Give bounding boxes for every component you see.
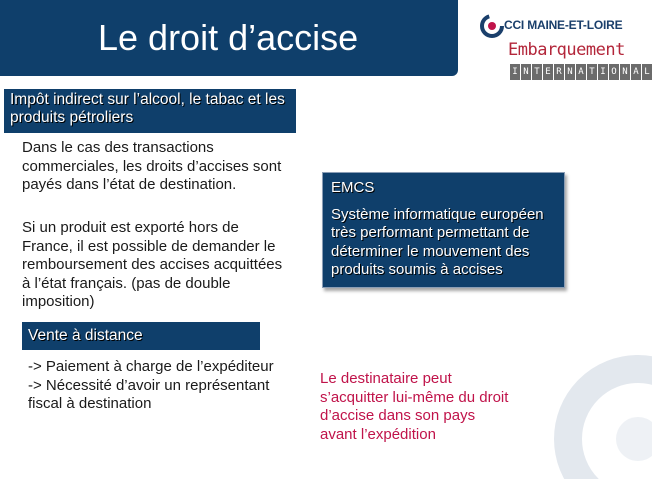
- vente-tag: Vente à distance: [22, 322, 260, 350]
- vente-details: [28, 358, 298, 414]
- decorative-circle-graphic: [528, 329, 638, 479]
- paragraph-transactions: Dans le cas des transactions commerciales, les droits d’accises sont payés dans l’état de destination.: [22, 139, 282, 193]
- international-letter: N: [565, 64, 575, 80]
- paragraph-export: Si un produit est exporté hors de France, il est possible de demander le remboursement des accises acquittées à l’état français. (pas de double imposition): [22, 219, 283, 310]
- emcs-description: Système informatique européen très performant permettant de déterminer le mouvement des produits soumis à accises: [331, 205, 544, 278]
- international-letter: T: [532, 64, 542, 80]
- international-letter: E: [543, 64, 553, 80]
- slide-title: Le droit d’accise: [98, 17, 359, 58]
- international-letter: I: [510, 64, 520, 80]
- international-letter: A: [576, 64, 586, 80]
- emcs-box: [322, 172, 565, 288]
- international-letter: R: [554, 64, 564, 80]
- international-letter: A: [631, 64, 641, 80]
- international-letter: T: [587, 64, 597, 80]
- international-strip: [510, 64, 652, 80]
- international-letter: N: [620, 64, 630, 80]
- cci-logo-row: [478, 14, 633, 40]
- international-letter: O: [609, 64, 619, 80]
- title-bar: [0, 0, 458, 76]
- impot-tag: Impôt indirect sur l’alcool, le tabac et les produits pétroliers: [4, 89, 296, 133]
- emcs-title: EMCS: [331, 179, 375, 196]
- destinataire-note: Le destinataire peut s’acquitter lui-même du droit d’accise dans son pays avant l’expédition: [320, 370, 509, 443]
- vente-line-representant: -> Nécessité d’avoir un représentant fiscal à destination: [28, 376, 270, 412]
- vente-line-paiement: -> Paiement à charge de l’expéditeur: [28, 358, 274, 375]
- cci-emblem-icon: [480, 14, 504, 38]
- cci-logo: [478, 10, 650, 82]
- international-letter: L: [642, 64, 652, 80]
- international-letter: N: [521, 64, 531, 80]
- cci-logo-text: CCI MAINE-ET-LOIRE: [504, 18, 623, 32]
- embarquement-logo-text: Embarquement: [508, 40, 625, 60]
- international-letter: I: [598, 64, 608, 80]
